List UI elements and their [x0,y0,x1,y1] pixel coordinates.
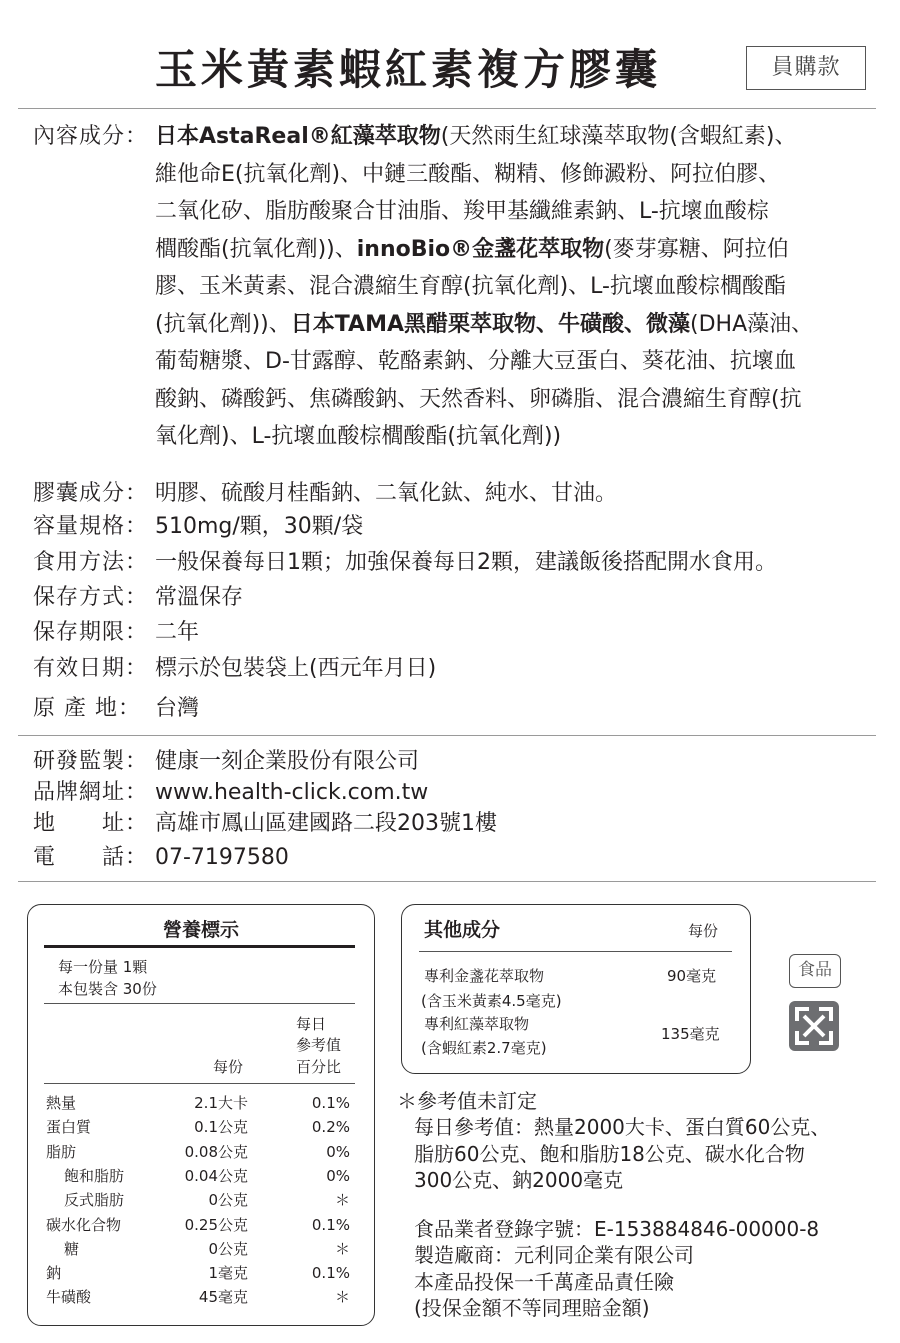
nutrition-thick-rule [44,945,355,948]
red-algae-extract-name: 專利紅藻萃取物 [424,1015,530,1033]
nutrient-name: 鈉 [46,1264,62,1283]
spec-value: 常溫保存 [155,585,244,610]
spec-row [33,616,883,650]
spec-label: 有效日期： [33,656,149,681]
spec-row [33,546,883,580]
ingredients-line [155,268,883,306]
company-row [33,776,883,810]
daily-value-header-1: 每日 [296,1015,327,1033]
ingredient-text: 二氧化矽、脂肪酸聚合甘油脂、羧甲基纖維素鈉、L-抗壞血酸棕 [155,199,769,224]
spec-label: 膠囊成分： [33,481,149,506]
nutrient-per-serving: 45毫克 [198,1288,248,1307]
calendula-extract-name: 專利金盞花萃取物 [424,967,545,985]
nutrient-per-serving: 0.25公克 [184,1215,248,1234]
nutrient-name: 蛋白質 [46,1118,92,1137]
spec-value: 510mg/顆，30顆/袋 [155,514,364,539]
ingredient-text: 櫚酸酯(抗氧化劑))、 [155,236,357,262]
company-row [33,807,883,841]
ingredient-text: 膠、玉米黃素、混合濃縮生育醇(抗氧化劑)、L-抗壞血酸棕櫚酸酯 [155,274,786,299]
reference-not-set-note: ＊參考值未訂定 [397,1089,537,1113]
spec-value: 二年 [155,620,200,645]
spec-value: 標示於包裝袋上(西元年月日) [155,656,437,681]
spec-row [33,692,883,726]
daily-reference-line: 每日參考值：熱量2000大卡、蛋白質60公克、 [414,1115,831,1139]
ingredients-label: 內容成分： [33,124,149,149]
recycle-icon [787,999,841,1053]
daily-value-header-2: 參考值 [296,1036,342,1054]
nutrient-daily-percent: ＊ [334,1288,350,1307]
spec-value: 台灣 [155,696,200,721]
nutrient-per-serving: 0.08公克 [184,1142,248,1161]
daily-reference-line: 脂肪60公克、飽和脂肪18公克、碳水化合物 [414,1141,805,1166]
nutrient-daily-percent: 0% [326,1166,350,1185]
nutrient-name: 熱量 [46,1094,77,1112]
ingredients-text [155,118,883,456]
spec-row [33,477,883,511]
company-row [33,745,883,779]
ingredient-text: (麥芽寡糖、阿拉伯 [604,236,789,262]
spec-label: 保存方式： [33,585,149,610]
divider-top [18,108,876,109]
red-algae-extract-sub: (含蝦紅素2.7毫克) [421,1039,547,1057]
spec-label: 食用方法： [33,550,149,575]
ingredient-text: (DHA藻油、 [690,311,814,337]
nutrient-name: 脂肪 [46,1142,77,1161]
ingredient-text: 維他命E(抗氧化劑)、中鏈三酸酯、糊精、修飾澱粉、阿拉伯膠、 [155,161,781,187]
nutrient-name: 反式脂肪 [64,1191,125,1210]
nutrition-title: 營養標示 [162,919,239,941]
nutrient-daily-percent: 0% [326,1142,350,1161]
page-title: 玉米黃素蝦紅素複方膠囊 [155,45,662,94]
spec-label: 保存期限： [33,620,149,645]
nutrient-name: 飽和脂肪 [64,1166,125,1185]
spec-row [33,510,883,544]
ingredient-text: 氧化劑)、L-抗壞血酸棕櫚酸酯(抗氧化劑)) [155,424,562,449]
ingredients-line [155,156,883,194]
ingredients-line [155,381,883,419]
company-label: 電 話： [33,845,149,870]
food-mark: 食品 [789,954,841,988]
ingredient-highlight: 日本TAMA黑醋栗萃取物、牛磺酸、微藻 [290,311,690,337]
company-label: 地 址： [33,811,149,836]
calendula-extract-value: 90毫克 [667,967,717,985]
manufacturer-info-line: 食品業者登錄字號：E-153884846-00000-8 [414,1217,820,1241]
ingredients-line [155,306,883,344]
nutrient-daily-percent: 0.1% [311,1094,350,1112]
spec-value: 明膠、硫酸月桂酯鈉、二氧化鈦、純水、甘油。 [155,481,618,506]
other-rule [419,951,732,952]
spec-value: 一般保養每日1顆；加強保養每日2顆，建議飯後搭配開水食用。 [155,550,777,575]
manufacturer-info-line: 製造廠商：元利同企業有限公司 [414,1243,694,1268]
nutrient-daily-percent: ＊ [334,1191,350,1210]
ingredients-line [155,343,883,381]
company-row [33,841,883,875]
ingredient-highlight: innoBio®金盞花萃取物 [356,236,605,262]
other-title: 其他成分 [424,919,501,941]
nutrient-name: 碳水化合物 [46,1215,122,1234]
ingredients-line [155,231,883,269]
daily-reference-line: 300公克、鈉2000毫克 [414,1168,624,1192]
nutrient-per-serving: 0公克 [208,1191,248,1210]
manufacturer-info-line: 本產品投保一千萬產品責任險 [414,1269,674,1294]
serving-size: 每一份量 1顆 [58,958,148,976]
company-label: 品牌網址： [33,780,149,805]
company-value: 健康一刻企業股份有限公司 [155,749,420,774]
employee-edition-badge: 員購款 [746,46,866,90]
ingredient-text: 酸鈉、磷酸鈣、焦磷酸鈉、天然香料、卵磷脂、混合濃縮生育醇(抗 [155,386,802,412]
calendula-extract-sub: (含玉米黃素4.5毫克) [421,992,562,1010]
divider-bottom [18,881,876,882]
nutrient-name: 牛磺酸 [46,1288,92,1307]
nutrient-name: 糖 [64,1239,80,1258]
nutrient-per-serving: 0.1公克 [194,1118,248,1137]
nutrient-daily-percent: 0.1% [311,1215,350,1234]
servings-per-package: 本包裝含 30份 [58,980,157,998]
nutrient-per-serving: 2.1大卡 [194,1094,248,1112]
divider-middle [18,735,876,736]
red-algae-extract-value: 135毫克 [661,1025,720,1043]
nutrient-daily-percent: 0.1% [311,1264,350,1283]
spec-row [33,652,883,686]
nutrient-daily-percent: 0.2% [311,1118,350,1137]
ingredients-line [155,193,883,231]
company-value: 07-7197580 [155,845,289,870]
ingredient-text: (抗氧化劑))、 [155,311,291,337]
ingredient-text: (天然雨生紅球藻萃取物(含蝦紅素)、 [440,124,797,149]
spec-label: 容量規格： [33,514,149,539]
spec-label: 原 產 地： [33,696,141,721]
ingredients-line [155,118,883,156]
nutrient-per-serving: 0.04公克 [184,1166,248,1185]
nutrition-rule [44,1003,355,1004]
ingredient-text: 葡萄糖漿、D-甘露醇、乾酪素鈉、分離大豆蛋白、葵花油、抗壞血 [155,349,796,374]
daily-value-header-3: 百分比 [296,1058,342,1076]
nutrition-rule-header [44,1083,355,1084]
nutrient-per-serving: 1毫克 [208,1264,248,1283]
per-serving-header: 每份 [213,1058,244,1076]
spec-row [33,581,883,615]
ingredients-section [33,118,883,456]
manufacturer-info-line: (投保金額不等同理賠金額) [414,1295,650,1320]
company-value: 高雄市鳳山區建國路二段203號1樓 [155,811,497,836]
company-value: www.health-click.com.tw [155,780,429,805]
company-label: 研發監製： [33,749,149,774]
nutrient-per-serving: 0公克 [208,1239,248,1258]
nutrient-daily-percent: ＊ [334,1239,350,1258]
ingredients-line [155,418,883,456]
other-per-header: 每份 [688,922,719,940]
ingredient-highlight: 日本AstaReal®紅藻萃取物 [155,124,441,149]
